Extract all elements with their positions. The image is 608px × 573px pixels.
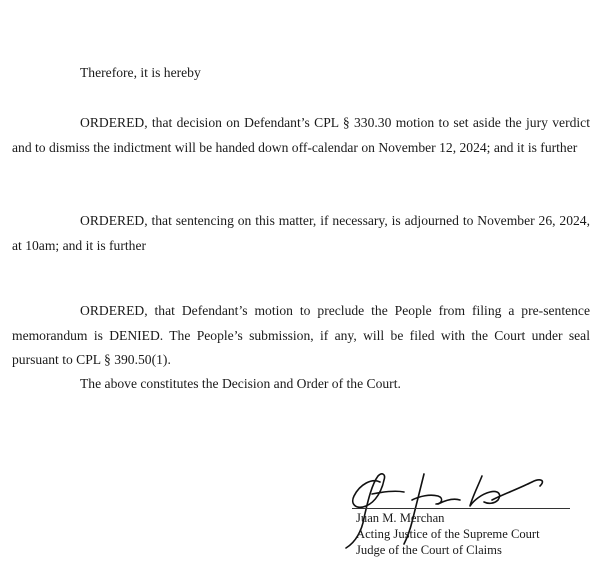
signer-name: Juan M. Merchan [356,511,445,525]
signer-title-supreme-court: Acting Justice of the Supreme Court [356,527,540,541]
intro-paragraph: Therefore, it is hereby [80,65,201,80]
closing-paragraph: The above constitutes the Decision and Order of the Court. [80,376,401,391]
order-paragraph-memorandum: ORDERED, that Defendant’s motion to preclude the People from filing a pre-sentence memorandum is DENIED. The People’s submission, if any, will be filed with the Court under seal pursuant to CPL § 390.50(1). [12,303,590,367]
signature-block [342,470,602,570]
signature-line [352,508,570,509]
order-paragraph-decision-date: ORDERED, that decision on Defendant’s CPL § 330.30 motion to set aside the jury verdict and to dismiss the indictment will be handed down off-calendar on November 12, 2024; and it is further [12,115,590,155]
order-paragraph-sentencing: ORDERED, that sentencing on this matter, if necessary, is adjourned to November 26, 2024, at 10am; and it is further [12,213,590,253]
signer-title-court-of-claims: Judge of the Court of Claims [356,543,502,557]
